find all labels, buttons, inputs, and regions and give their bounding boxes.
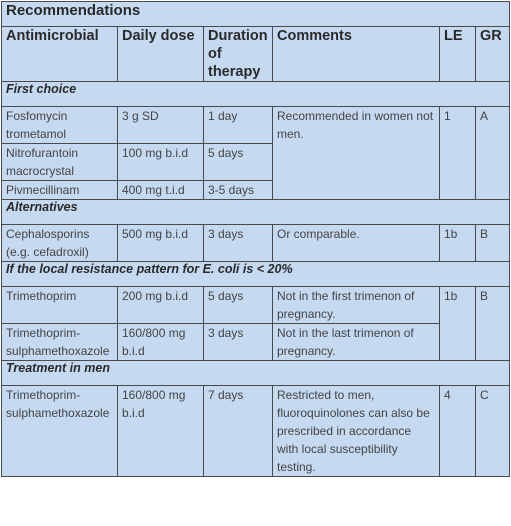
cell-antimicrobial: Trimethoprim-sulphamethoxazole bbox=[2, 386, 118, 477]
cell-comment: Not in the first trimenon of pregnancy. bbox=[273, 287, 440, 324]
cell-duration: 3 days bbox=[204, 225, 273, 262]
cell-daily-dose: 160/800 mg b.i.d bbox=[118, 386, 204, 477]
cell-daily-dose: 500 mg b.i.d bbox=[118, 225, 204, 262]
cell-daily-dose: 200 mg b.i.d bbox=[118, 287, 204, 324]
cell-comment: Not in the last trimenon of pregnancy. bbox=[273, 324, 440, 361]
cell-duration: 3 days bbox=[204, 324, 273, 361]
table-row bbox=[2, 386, 510, 477]
cell-duration: 5 days bbox=[204, 144, 273, 181]
cell-le: 4 bbox=[440, 386, 476, 477]
cell-le: 1 bbox=[440, 107, 476, 200]
section-label-first-choice: First choice bbox=[2, 82, 510, 107]
table-row bbox=[2, 324, 510, 361]
column-header-antimicrobial: Antimicrobial bbox=[2, 27, 118, 82]
column-header-comments: Comments bbox=[273, 27, 440, 82]
cell-daily-dose: 3 g SD bbox=[118, 107, 204, 144]
cell-duration: 3-5 days bbox=[204, 181, 273, 200]
cell-antimicrobial: Fosfomycin trometamol bbox=[2, 107, 118, 144]
section-label-resistance: If the local resistance pattern for E. coli is < 20% bbox=[2, 262, 510, 287]
cell-duration: 1 day bbox=[204, 107, 273, 144]
column-header-gr: GR bbox=[476, 27, 510, 82]
cell-duration: 5 days bbox=[204, 287, 273, 324]
cell-le: 1b bbox=[440, 225, 476, 262]
cell-antimicrobial: Pivmecillinam bbox=[2, 181, 118, 200]
cell-duration: 7 days bbox=[204, 386, 273, 477]
cell-antimicrobial: Nitrofurantoin macrocrystal bbox=[2, 144, 118, 181]
cell-antimicrobial: Cephalosporins (e.g. cefadroxil) bbox=[2, 225, 118, 262]
cell-comment: Restricted to men, fluoroquinolones can also be prescribed in accordance with local susceptibility testing. bbox=[273, 386, 440, 477]
cell-antimicrobial: Trimethoprim bbox=[2, 287, 118, 324]
cell-comment: Or comparable. bbox=[273, 225, 440, 262]
table-row bbox=[2, 107, 510, 144]
column-header-daily-dose: Daily dose bbox=[118, 27, 204, 82]
cell-gr: C bbox=[476, 386, 510, 477]
cell-daily-dose: 160/800 mg b.i.d bbox=[118, 324, 204, 361]
cell-comment: Recommended in women not men. bbox=[273, 107, 440, 200]
cell-daily-dose: 400 mg t.i.d bbox=[118, 181, 204, 200]
cell-le: 1b bbox=[440, 287, 476, 361]
column-header-le: LE bbox=[440, 27, 476, 82]
cell-gr: B bbox=[476, 287, 510, 361]
table-row bbox=[2, 225, 510, 262]
cell-daily-dose: 100 mg b.i.d bbox=[118, 144, 204, 181]
cell-gr: B bbox=[476, 225, 510, 262]
cell-antimicrobial: Trimethoprim-sulphamethoxazole bbox=[2, 324, 118, 361]
column-header-duration: Duration of therapy bbox=[204, 27, 273, 82]
recommendations-table bbox=[1, 1, 510, 477]
table-title: Recommendations bbox=[2, 2, 510, 27]
cell-gr: A bbox=[476, 107, 510, 200]
table-row bbox=[2, 287, 510, 324]
section-label-alternatives: Alternatives bbox=[2, 200, 510, 225]
section-label-men: Treatment in men bbox=[2, 361, 510, 386]
